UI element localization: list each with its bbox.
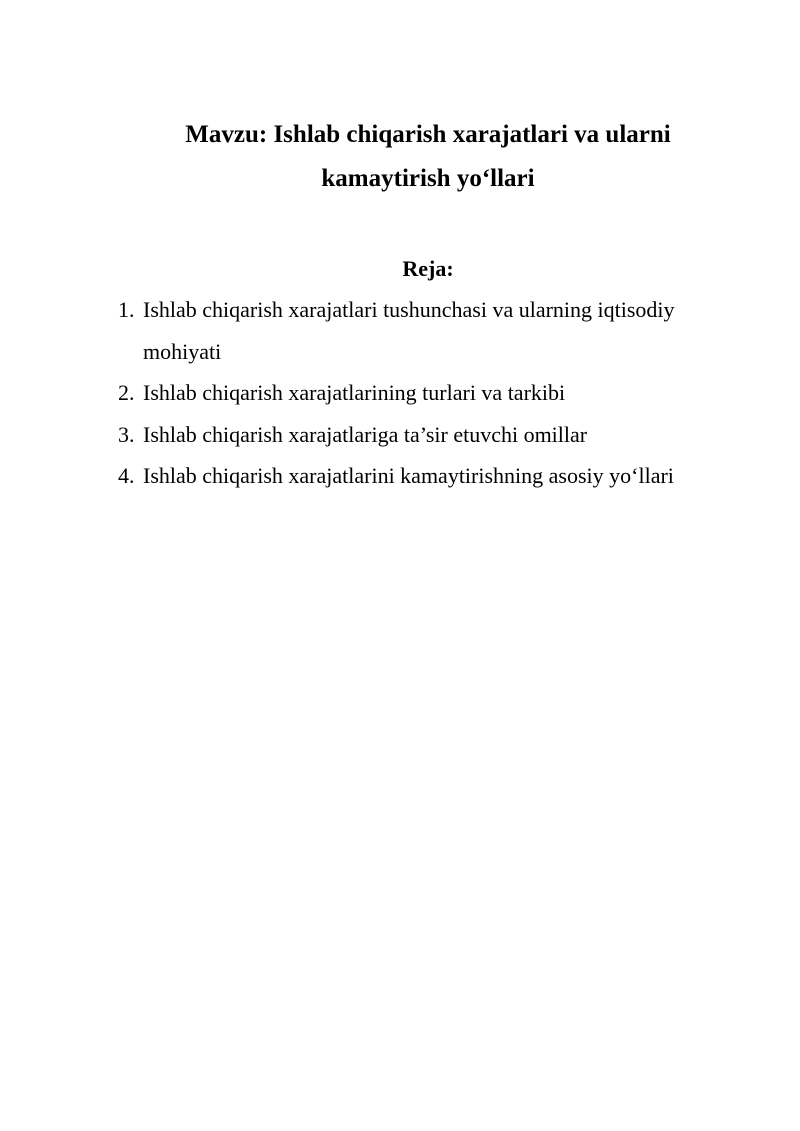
plan-item-number: 2.: [118, 380, 135, 405]
plan-item-4: [118, 455, 758, 497]
page-title: [128, 113, 728, 201]
plan-item-text: Ishlab chiqarish xarajatlarining turlari va tarkibi: [143, 380, 566, 405]
plan-item-2: [118, 372, 758, 414]
title-line-2: kamaytirish yo‘llari: [321, 165, 535, 192]
plan-item-text-continuation: mohiyati: [143, 338, 222, 364]
plan-item-number: 3.: [118, 421, 135, 447]
plan-item-text: Ishlab chiqarish xarajatlari tushunchasi va ularning iqtisodiy: [143, 297, 675, 322]
plan-item-1: [118, 289, 758, 372]
plan-item-text: Ishlab chiqarish xarajatlarini kamaytirishning asosiy yo‘llari: [143, 463, 674, 488]
plan-item-number: 4.: [118, 463, 135, 488]
plan-item-number: 1.: [118, 297, 135, 322]
plan-item-text: Ishlab chiqarish xarajatlariga ta’sir etuvchi omillar: [143, 421, 588, 447]
plan-heading: Reja:: [402, 256, 454, 281]
plan-list: [118, 289, 758, 497]
plan-item-3: [118, 414, 758, 456]
title-line-1: Mavzu: Ishlab chiqarish xarajatlari va ularni: [185, 121, 671, 148]
